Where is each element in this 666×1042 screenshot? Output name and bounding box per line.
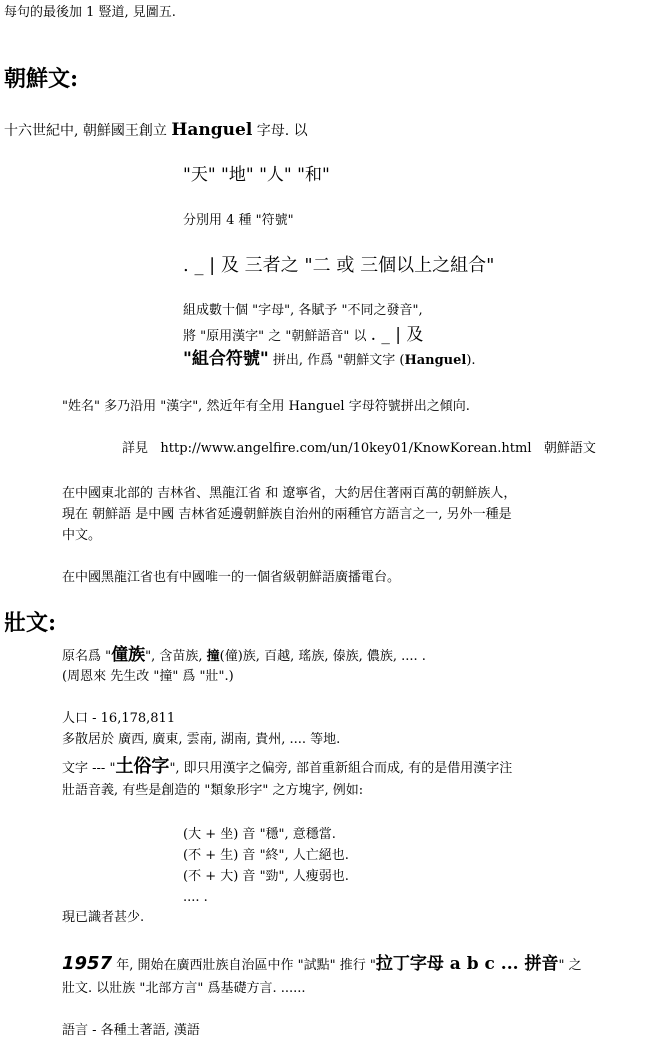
compose-line-2-symbols: . _ | 及	[370, 325, 424, 345]
combo-symbols-label: "組合符號"	[183, 349, 269, 369]
compose-line-3-text: 拼出, 作爲 "朝鮮文字 (	[268, 353, 405, 368]
zhuang-origin-d: (僮)族, 百越, 瑤族, 傣族, 儂族, .... .	[219, 649, 426, 664]
korean-intro	[4, 121, 308, 140]
zhou-note: (周恩來 先生改 "撞" 爲 "壯".)	[62, 669, 234, 684]
languages: 語言 - 各種土著語, 漢語	[62, 1023, 200, 1038]
y1957-line-1	[62, 955, 582, 975]
compose-line-2	[183, 326, 423, 346]
example-2: (不 + 生) 音 "終", 人亡絕也.	[183, 848, 349, 863]
y1957-line-2: 壯文. 以壯族 "北部方言" 爲基礎方言. ......	[62, 981, 306, 996]
example-3: (不 + 大) 音 "勁", 人瘦弱也.	[183, 869, 349, 884]
zhuang-heading: 壯文:	[4, 610, 57, 636]
surname-note: "姓名" 多乃沿用 "漢字", 然近年有全用 Hanguel 字母符號拼出之傾向.	[62, 399, 470, 414]
example-ellipsis: .... .	[183, 890, 208, 905]
china-line-3: 中文。	[62, 528, 102, 543]
y1957-text-a: 年, 開始在廣西壯族自治區中作 "試點" 推行 "	[112, 958, 376, 973]
example-1: (大 + 坐) 音 "穩", 意穩當.	[183, 827, 336, 842]
compose-line-1: 組成數十個 "字母", 各賦予 "不同之發音",	[183, 303, 423, 318]
korean-intro-hanguel: Hanguel	[171, 120, 253, 140]
china-line-2: 現在 朝鮮語 是中國 吉林省延邊朝鮮族自治州的兩種官方語言之一, 另外一種是	[62, 507, 512, 522]
zhuang-origin	[62, 646, 426, 666]
compose-line-3-hanguel: Hanguel	[404, 353, 467, 368]
zhuang-origin-c: 撞	[206, 649, 220, 664]
four-symbols: 分別用 4 種 "符號"	[183, 213, 294, 228]
compose-line-2-text: 將 "原用漢字" 之 "朝鮮語音" 以	[183, 329, 371, 344]
radio-line: 在中國黑龍江省也有中國唯一的一個省級朝鮮語廣播電台。	[62, 570, 401, 585]
script-line-2: 壯語音義, 有些是創造的 "類象形字" 之方塊字, 例如:	[62, 783, 364, 798]
four-words: "天" "地" "人" "和"	[183, 165, 330, 185]
see-also-link[interactable]: http://www.angelfire.com/un/10key01/KnowKorean.html	[160, 441, 532, 456]
korean-intro-text-a: 十六世紀中, 朝鮮國王創立	[4, 123, 172, 139]
china-line-1: 在中國東北部的 吉林省、黑龍江省 和 遼寧省，大約居住著兩百萬的朝鮮族人，	[62, 486, 517, 501]
y1957-latin: 拉丁字母 a b c ... 拼音	[375, 954, 559, 974]
see-also-label: 詳見	[122, 441, 149, 456]
script-name: 土俗字	[115, 756, 170, 777]
compose-line-3-end: ).	[466, 353, 476, 368]
zhuang-origin-b: ", 含苗族,	[145, 649, 207, 664]
symbol-combos: . _ | 及 三者之 "二 或 三個以上之組合"	[183, 255, 495, 276]
zhuang-origin-a: 原名爲 "	[62, 649, 112, 664]
korean-intro-text-b: 字母. 以	[252, 123, 308, 139]
population: 人口 - 16,178,811	[62, 711, 176, 726]
top-line: 每句的最後加 1 豎道, 見圖五.	[4, 5, 176, 20]
see-also	[122, 440, 596, 458]
year-1957: 1957	[62, 953, 113, 974]
korean-heading: 朝鮮文:	[4, 66, 79, 92]
script-line-1	[62, 758, 512, 778]
script-line-1-a: 文字 --- "	[62, 761, 116, 776]
y1957-text-b: " 之	[558, 958, 582, 973]
compose-line-3	[183, 350, 476, 370]
script-line-1-b: ", 即只用漢字之偏旁, 部首重新組合而成, 有的是借用漢字注	[169, 761, 513, 776]
zhuang-origin-name: 僮族	[111, 645, 146, 665]
rare-note: 現已識者甚少.	[62, 910, 145, 925]
see-also-title: 朝鮮語文	[543, 441, 596, 456]
distribution: 多散居於 廣西, 廣東, 雲南, 湖南, 貴州, .... 等地.	[62, 732, 341, 747]
